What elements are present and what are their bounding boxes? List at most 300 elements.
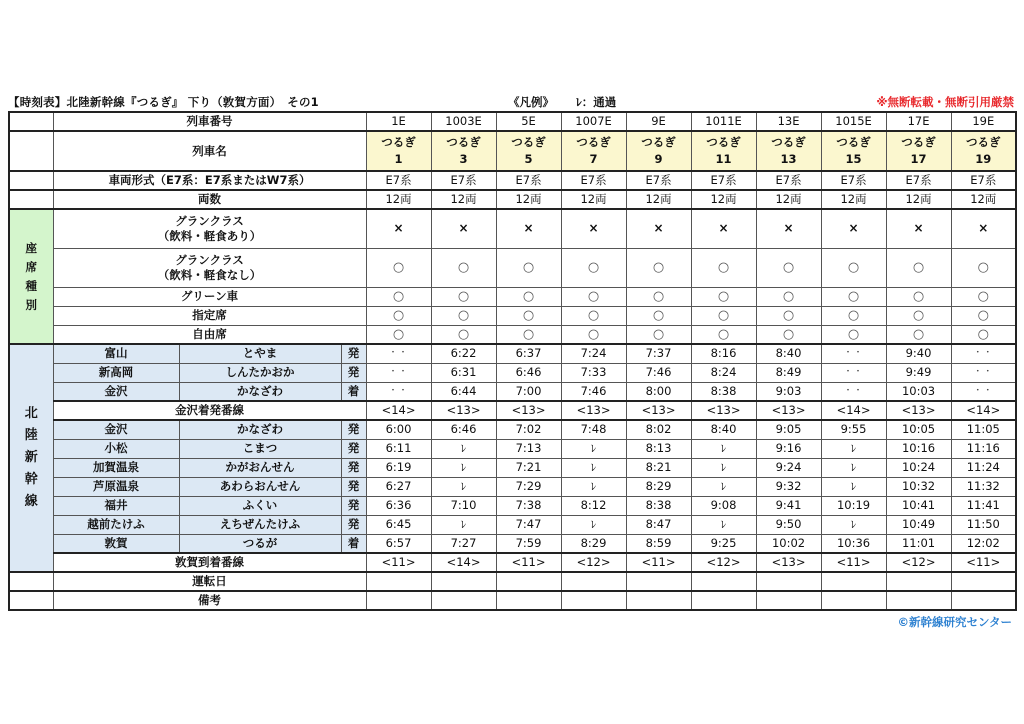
legend-pass-symbol: ﾚ：通過	[576, 95, 617, 109]
seat-availability-cell: ○	[951, 248, 1016, 287]
time-cell: 8:21	[626, 458, 691, 477]
track-cell: <12>	[561, 553, 626, 572]
car-type-cell: E7系	[561, 171, 626, 190]
car-count-cell: 12両	[886, 190, 951, 209]
time-cell: ﾚ	[561, 439, 626, 458]
station-kana: こまつ	[179, 439, 341, 458]
car-count-cell: 12両	[821, 190, 886, 209]
train-number-cell: 9E	[626, 112, 691, 131]
tsuruga-track-label: 敦賀到着番線	[53, 553, 366, 572]
operation-days-cell	[496, 572, 561, 591]
car-type-cell: E7系	[951, 171, 1016, 190]
seat-availability-cell: ○	[691, 287, 756, 306]
station-kana: あわらおんせん	[179, 477, 341, 496]
train-name: つるぎ	[641, 135, 676, 149]
seat-availability-cell: ○	[626, 306, 691, 325]
time-cell: 9:16	[756, 439, 821, 458]
seat-availability-cell: ○	[756, 306, 821, 325]
time-cell: 9:49	[886, 363, 951, 382]
time-cell: 9:40	[886, 344, 951, 363]
seat-type-section-label	[9, 209, 53, 344]
track-cell: <11>	[821, 553, 886, 572]
seat-availability-cell: ○	[756, 248, 821, 287]
row-station	[9, 515, 1016, 534]
seat-type-note: （飲料・軽食なし）	[157, 267, 262, 282]
time-cell: 7:46	[626, 363, 691, 382]
time-cell: 10:49	[886, 515, 951, 534]
seat-availability-cell: ○	[561, 287, 626, 306]
train-number-cell: 1015E	[821, 112, 886, 131]
seat-availability-cell: ○	[886, 248, 951, 287]
row-seat-reserved	[9, 306, 1016, 325]
time-cell: 7:47	[496, 515, 561, 534]
train-number-cell: 1011E	[691, 112, 756, 131]
time-cell: 10:32	[886, 477, 951, 496]
time-cell: ・・	[366, 344, 431, 363]
time-cell: 8:59	[626, 534, 691, 553]
remarks-cell	[431, 591, 496, 610]
train-name-cell	[886, 131, 951, 171]
train-name-number: 13	[780, 152, 797, 166]
track-cell: <11>	[366, 553, 431, 572]
row-seat-gran_meal	[9, 209, 1016, 248]
station-kana: しんたかおか	[179, 363, 341, 382]
car-count-cell: 12両	[691, 190, 756, 209]
row-station	[9, 344, 1016, 363]
arrival-departure-marker: 発	[341, 496, 366, 515]
car-type-cell: E7系	[431, 171, 496, 190]
station-kana: つるが	[179, 534, 341, 553]
time-cell: ・・	[366, 382, 431, 401]
operation-days-cell	[431, 572, 496, 591]
track-cell: <13>	[496, 401, 561, 420]
train-name: つるぎ	[381, 135, 416, 149]
row-car-type	[9, 171, 1016, 190]
time-cell: 7:59	[496, 534, 561, 553]
time-cell: ・・	[821, 382, 886, 401]
seat-type-label	[53, 287, 366, 306]
section-char: 種	[25, 278, 37, 293]
time-cell: 6:22	[431, 344, 496, 363]
time-cell: 6:45	[366, 515, 431, 534]
seat-availability-cell: ×	[821, 209, 886, 248]
time-cell: 10:24	[886, 458, 951, 477]
time-cell: 6:00	[366, 420, 431, 439]
time-cell: 6:27	[366, 477, 431, 496]
track-cell: <13>	[886, 401, 951, 420]
operation-days-cell	[821, 572, 886, 591]
seat-availability-cell: ○	[951, 287, 1016, 306]
line-section-label	[9, 344, 53, 572]
car-count-cell: 12両	[756, 190, 821, 209]
car-count-cell: 12両	[626, 190, 691, 209]
seat-availability-cell: ○	[756, 325, 821, 344]
seat-availability-cell: ○	[886, 306, 951, 325]
row-train-name	[9, 131, 1016, 171]
time-cell: ﾚ	[561, 477, 626, 496]
car-type-cell: E7系	[691, 171, 756, 190]
time-cell: 8:24	[691, 363, 756, 382]
time-cell: 9:25	[691, 534, 756, 553]
time-cell: 8:02	[626, 420, 691, 439]
remarks-label: 備考	[53, 591, 366, 610]
train-name-cell	[691, 131, 756, 171]
station-name: 金沢	[53, 382, 179, 401]
train-name-cell	[431, 131, 496, 171]
seat-availability-cell: ○	[431, 287, 496, 306]
seat-availability-cell: ○	[691, 325, 756, 344]
time-cell: 7:13	[496, 439, 561, 458]
row-seat-non_reserved	[9, 325, 1016, 344]
time-cell: ・・	[821, 363, 886, 382]
time-cell: 8:38	[626, 496, 691, 515]
time-cell: 8:13	[626, 439, 691, 458]
remarks-cell	[366, 591, 431, 610]
train-name-cell	[496, 131, 561, 171]
train-name-label: 列車名	[53, 131, 366, 171]
track-cell: <12>	[886, 553, 951, 572]
section-char: 別	[25, 297, 37, 312]
station-kana: とやま	[179, 344, 341, 363]
seat-type-name: 指定席	[192, 308, 227, 322]
train-name-number: 7	[589, 152, 598, 166]
remarks-cell	[496, 591, 561, 610]
train-name: つるぎ	[511, 135, 546, 149]
seat-availability-cell: ○	[886, 325, 951, 344]
time-cell: 8:49	[756, 363, 821, 382]
train-name: つるぎ	[836, 135, 871, 149]
operation-days-cell	[691, 572, 756, 591]
row-station	[9, 534, 1016, 553]
seat-availability-cell: ○	[496, 287, 561, 306]
row-train-number	[9, 112, 1016, 131]
time-cell: ﾚ	[691, 515, 756, 534]
time-cell: 9:05	[756, 420, 821, 439]
time-cell: 8:29	[626, 477, 691, 496]
row-seat-green	[9, 287, 1016, 306]
time-cell: 6:46	[496, 363, 561, 382]
seat-availability-cell: ○	[626, 325, 691, 344]
seat-availability-cell: ×	[431, 209, 496, 248]
time-cell: 6:19	[366, 458, 431, 477]
train-name-cell	[561, 131, 626, 171]
seat-type-label	[53, 209, 366, 248]
seat-availability-cell: ×	[366, 209, 431, 248]
time-cell: 9:41	[756, 496, 821, 515]
train-name-number: 3	[459, 152, 468, 166]
time-cell: 7:27	[431, 534, 496, 553]
track-cell: <13>	[691, 401, 756, 420]
operation-days-label: 運転日	[53, 572, 366, 591]
track-cell: <11>	[496, 553, 561, 572]
time-cell: 10:36	[821, 534, 886, 553]
time-cell: 7:10	[431, 496, 496, 515]
train-number-cell: 1003E	[431, 112, 496, 131]
station-kana: かがおんせん	[179, 458, 341, 477]
seat-type-name: 自由席	[192, 326, 227, 341]
time-cell: 10:19	[821, 496, 886, 515]
train-name-number: 1	[394, 152, 403, 166]
seat-availability-cell: ○	[366, 306, 431, 325]
time-cell: 7:24	[561, 344, 626, 363]
seat-type-note: （飲料・軽食あり）	[157, 228, 262, 243]
seat-type-name: グリーン車	[180, 289, 239, 303]
seat-availability-cell: ○	[431, 248, 496, 287]
time-cell: ﾚ	[821, 439, 886, 458]
car-count-cell: 12両	[951, 190, 1016, 209]
blank-cell	[9, 591, 53, 610]
station-name: 芦原温泉	[53, 477, 179, 496]
time-cell: ・・	[366, 363, 431, 382]
train-number-cell: 17E	[886, 112, 951, 131]
seat-availability-cell: ○	[431, 325, 496, 344]
time-cell: ﾚ	[691, 458, 756, 477]
time-cell: 12:02	[951, 534, 1016, 553]
time-cell: 8:40	[756, 344, 821, 363]
track-cell: <13>	[756, 401, 821, 420]
seat-availability-cell: ○	[366, 287, 431, 306]
time-cell: 7:29	[496, 477, 561, 496]
seat-availability-cell: ○	[561, 306, 626, 325]
seat-availability-cell: ○	[951, 306, 1016, 325]
train-name-number: 17	[910, 152, 927, 166]
station-kana: かなざわ	[179, 382, 341, 401]
row-station	[9, 458, 1016, 477]
time-cell: 8:12	[561, 496, 626, 515]
car-count-cell: 12両	[496, 190, 561, 209]
train-name: つるぎ	[966, 135, 1001, 149]
time-cell: 9:55	[821, 420, 886, 439]
copyright-credit: ©新幹線研究センター	[897, 615, 1012, 629]
blank-cell	[9, 190, 53, 209]
time-cell: 8:29	[561, 534, 626, 553]
track-cell: <13>	[561, 401, 626, 420]
time-cell: 10:05	[886, 420, 951, 439]
seat-availability-cell: ○	[561, 325, 626, 344]
page-title: 【時刻表】北陸新幹線『つるぎ』 下り（敦賀方面） その1	[8, 95, 319, 109]
seat-availability-cell: ○	[561, 248, 626, 287]
train-name-cell	[756, 131, 821, 171]
remarks-cell	[886, 591, 951, 610]
section-char: 幹	[24, 472, 38, 487]
section-char: 北	[24, 406, 38, 421]
section-char: 席	[25, 259, 37, 274]
operation-days-cell	[626, 572, 691, 591]
seat-availability-cell: ×	[951, 209, 1016, 248]
train-number-label: 列車番号	[53, 112, 366, 131]
time-cell: ﾚ	[561, 458, 626, 477]
track-cell: <13>	[431, 401, 496, 420]
blank-cell	[9, 171, 53, 190]
time-cell: 11:05	[951, 420, 1016, 439]
time-cell: 11:41	[951, 496, 1016, 515]
time-cell: ・・	[951, 363, 1016, 382]
row-station	[9, 382, 1016, 401]
train-number-cell: 19E	[951, 112, 1016, 131]
seat-availability-cell: ×	[561, 209, 626, 248]
time-cell: 9:24	[756, 458, 821, 477]
station-name: 敦賀	[53, 534, 179, 553]
train-name: つるぎ	[576, 135, 611, 149]
seat-availability-cell: ○	[951, 325, 1016, 344]
seat-type-name: グランクラス	[175, 213, 244, 228]
time-cell: ﾚ	[821, 458, 886, 477]
seat-type-label	[53, 306, 366, 325]
remarks-cell	[626, 591, 691, 610]
time-cell: 9:03	[756, 382, 821, 401]
row-station	[9, 420, 1016, 439]
time-cell: 6:57	[366, 534, 431, 553]
row-remarks	[9, 591, 1016, 610]
operation-days-cell	[561, 572, 626, 591]
time-cell: ・・	[951, 382, 1016, 401]
time-cell: 9:08	[691, 496, 756, 515]
time-cell: 6:44	[431, 382, 496, 401]
car-count-cell: 12両	[561, 190, 626, 209]
time-cell: 10:02	[756, 534, 821, 553]
arrival-departure-marker: 発	[341, 420, 366, 439]
section-char: 陸	[24, 428, 38, 443]
time-cell: 6:11	[366, 439, 431, 458]
track-cell: <14>	[431, 553, 496, 572]
station-name: 福井	[53, 496, 179, 515]
arrival-departure-marker: 発	[341, 458, 366, 477]
time-cell: 8:47	[626, 515, 691, 534]
time-cell: 6:31	[431, 363, 496, 382]
seat-availability-cell: ×	[496, 209, 561, 248]
train-name-number: 5	[524, 152, 533, 166]
row-station	[9, 477, 1016, 496]
section-char: 座	[25, 240, 37, 255]
row-car-count	[9, 190, 1016, 209]
time-cell: 11:50	[951, 515, 1016, 534]
time-cell: 6:36	[366, 496, 431, 515]
track-cell: <13>	[756, 553, 821, 572]
track-cell: <14>	[821, 401, 886, 420]
time-cell: ﾚ	[821, 477, 886, 496]
time-cell: 6:37	[496, 344, 561, 363]
row-station	[9, 439, 1016, 458]
row-kanazawa-track	[9, 401, 1016, 420]
seat-availability-cell: ○	[821, 306, 886, 325]
arrival-departure-marker: 発	[341, 515, 366, 534]
arrival-departure-marker: 着	[341, 534, 366, 553]
operation-days-cell	[951, 572, 1016, 591]
car-count-cell: 12両	[431, 190, 496, 209]
car-type-cell: E7系	[496, 171, 561, 190]
operation-days-cell	[756, 572, 821, 591]
seat-availability-cell: ○	[366, 325, 431, 344]
time-cell: 11:24	[951, 458, 1016, 477]
remarks-cell	[756, 591, 821, 610]
station-name: 加賀温泉	[53, 458, 179, 477]
time-cell: 9:50	[756, 515, 821, 534]
car-type-cell: E7系	[886, 171, 951, 190]
time-cell: 6:46	[431, 420, 496, 439]
seat-availability-cell: ○	[691, 248, 756, 287]
car-type-label: 車両形式（E7系：E7系またはW7系）	[53, 171, 366, 190]
station-kana: えちぜんたけふ	[179, 515, 341, 534]
car-type-cell: E7系	[366, 171, 431, 190]
time-cell: 9:32	[756, 477, 821, 496]
station-kana: かなざわ	[179, 420, 341, 439]
time-cell: ﾚ	[431, 458, 496, 477]
station-name: 富山	[53, 344, 179, 363]
time-cell: ﾚ	[691, 477, 756, 496]
row-station	[9, 496, 1016, 515]
seat-availability-cell: ○	[821, 287, 886, 306]
timetable	[8, 111, 1017, 611]
train-name: つるぎ	[901, 135, 936, 149]
seat-availability-cell: ○	[496, 306, 561, 325]
row-seat-gran_nomeal	[9, 248, 1016, 287]
time-cell: 10:03	[886, 382, 951, 401]
blank-cell	[9, 112, 53, 131]
train-name-cell	[821, 131, 886, 171]
station-name: 小松	[53, 439, 179, 458]
seat-availability-cell: ○	[366, 248, 431, 287]
track-cell: <14>	[951, 401, 1016, 420]
time-cell: ﾚ	[431, 515, 496, 534]
remarks-cell	[691, 591, 756, 610]
track-cell: <11>	[951, 553, 1016, 572]
track-cell: <14>	[366, 401, 431, 420]
train-name: つるぎ	[771, 135, 806, 149]
seat-availability-cell: ×	[886, 209, 951, 248]
car-type-cell: E7系	[626, 171, 691, 190]
station-name: 新高岡	[53, 363, 179, 382]
seat-type-label	[53, 325, 366, 344]
time-cell: ﾚ	[691, 439, 756, 458]
time-cell: ・・	[821, 344, 886, 363]
seat-availability-cell: ×	[626, 209, 691, 248]
train-name-cell	[951, 131, 1016, 171]
seat-availability-cell: ○	[431, 306, 496, 325]
train-name: つるぎ	[706, 135, 741, 149]
time-cell: 8:40	[691, 420, 756, 439]
time-cell: 10:16	[886, 439, 951, 458]
train-number-cell: 13E	[756, 112, 821, 131]
train-name-cell	[366, 131, 431, 171]
car-type-cell: E7系	[756, 171, 821, 190]
arrival-departure-marker: 発	[341, 344, 366, 363]
copyright-notice: ※無断転載・無断引用厳禁	[876, 95, 1014, 109]
seat-availability-cell: ○	[496, 325, 561, 344]
time-cell: ﾚ	[431, 439, 496, 458]
train-number-cell: 1007E	[561, 112, 626, 131]
row-operation-days	[9, 572, 1016, 591]
time-cell: ﾚ	[821, 515, 886, 534]
time-cell: 11:32	[951, 477, 1016, 496]
remarks-cell	[951, 591, 1016, 610]
train-name-number: 11	[715, 152, 732, 166]
car-type-cell: E7系	[821, 171, 886, 190]
seat-availability-cell: ○	[691, 306, 756, 325]
arrival-departure-marker: 発	[341, 477, 366, 496]
operation-days-cell	[366, 572, 431, 591]
station-kana: ふくい	[179, 496, 341, 515]
arrival-departure-marker: 発	[341, 363, 366, 382]
train-number-cell: 1E	[366, 112, 431, 131]
seat-availability-cell: ○	[626, 287, 691, 306]
time-cell: 7:33	[561, 363, 626, 382]
seat-availability-cell: ○	[756, 287, 821, 306]
station-name: 越前たけふ	[53, 515, 179, 534]
legend	[508, 94, 616, 110]
station-name: 金沢	[53, 420, 179, 439]
time-cell: 7:37	[626, 344, 691, 363]
remarks-cell	[821, 591, 886, 610]
